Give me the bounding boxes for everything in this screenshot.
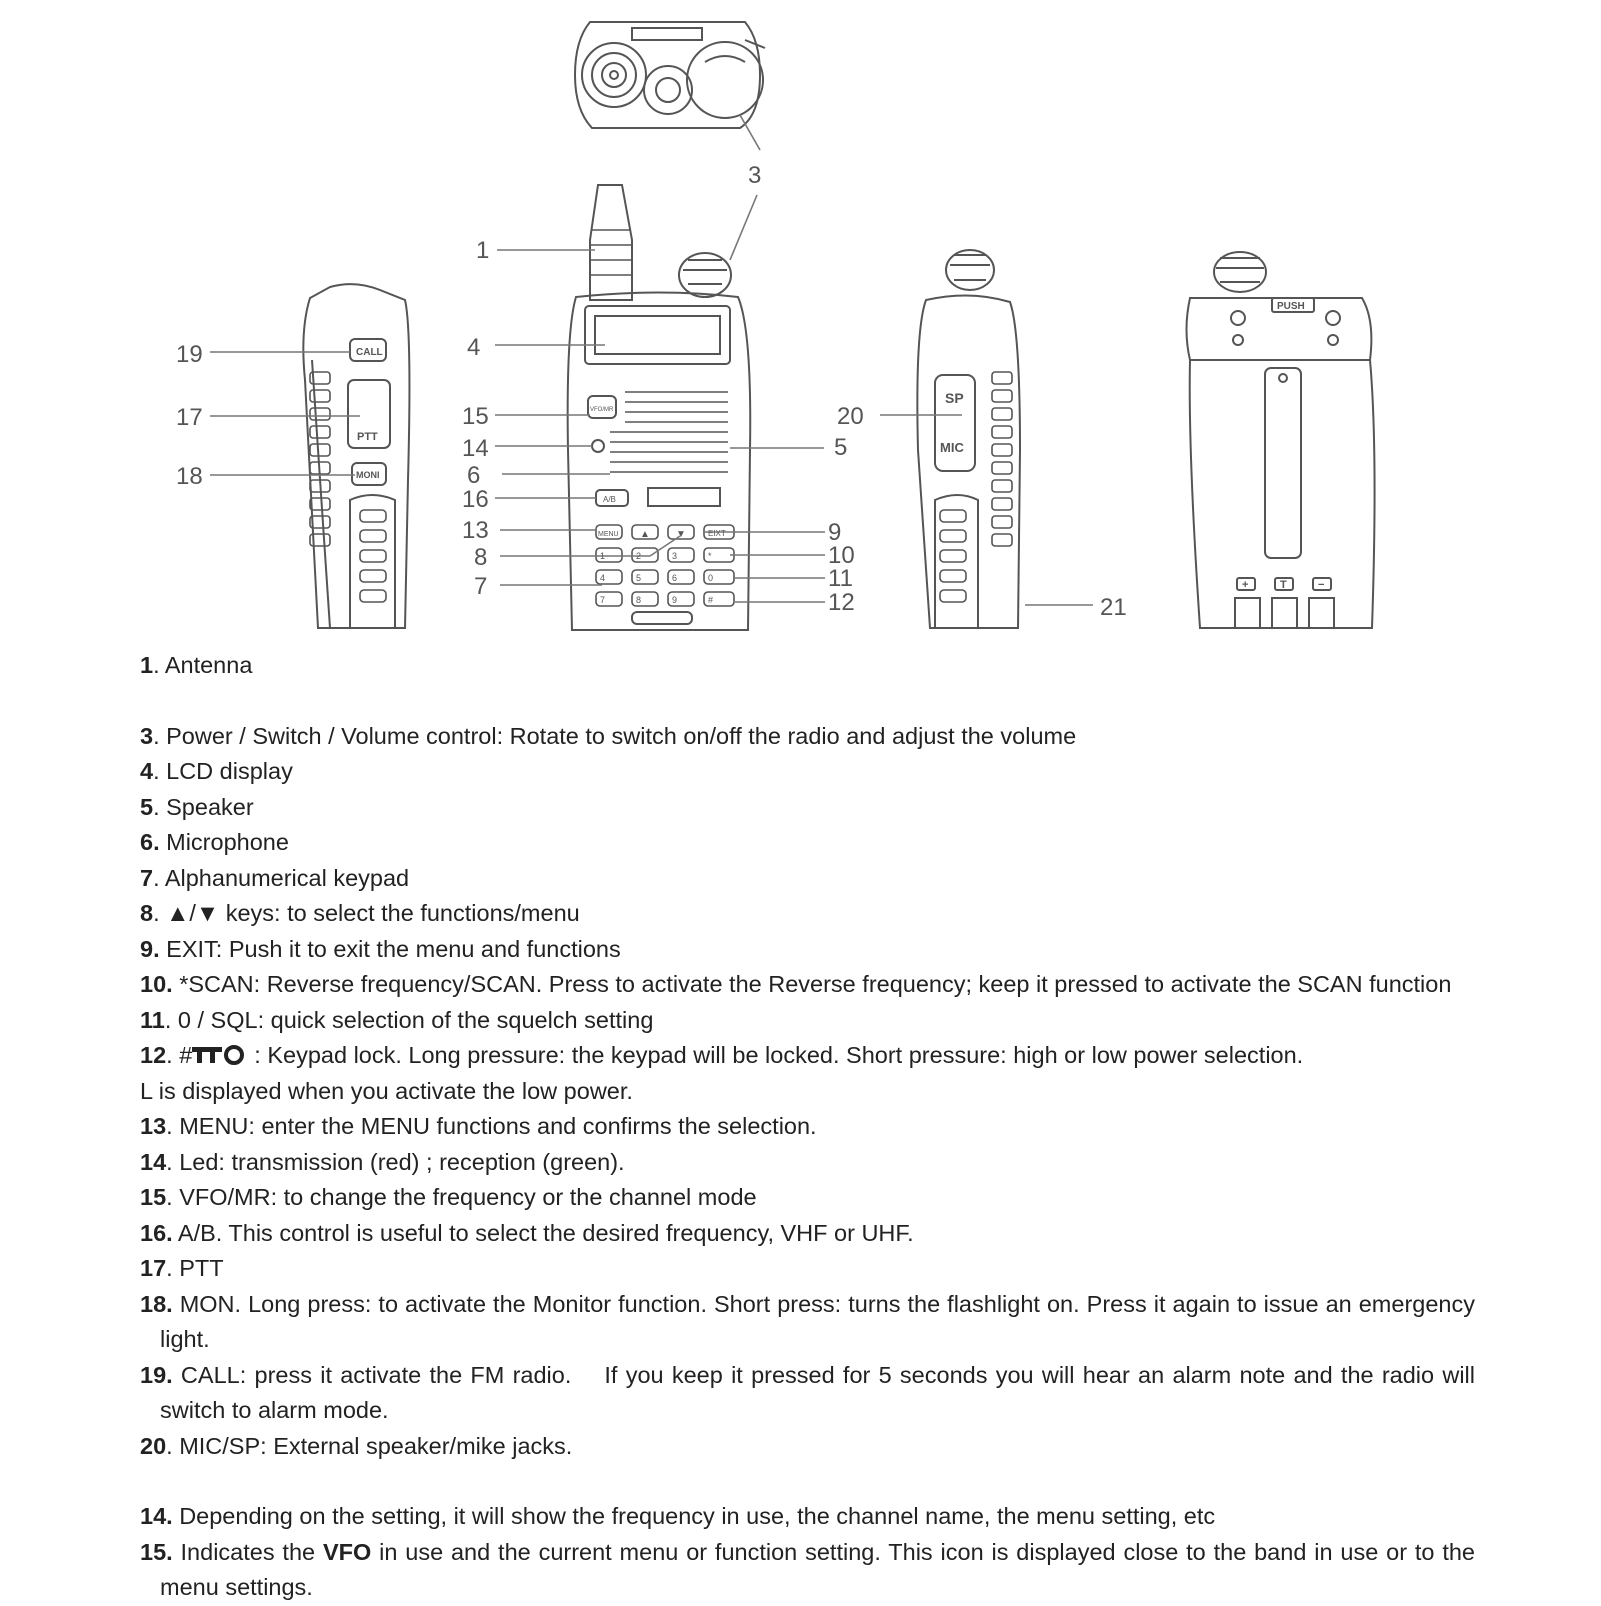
battery-terminal-label: T: [1280, 579, 1287, 591]
callout-17: 17: [176, 404, 203, 431]
legend-item: 12. # : Keypad lock. Long pressure: the keypad will be locked. Short pressure: high or low power selection.: [140, 1042, 1304, 1068]
legend-item: 5. Speaker: [140, 793, 254, 820]
down-button-label: ▼: [676, 529, 686, 540]
key-label: 0: [708, 573, 714, 583]
legend-item: 8. ▲/▼ keys: to select the functions/menu: [140, 900, 580, 926]
callout-20: 20: [837, 403, 864, 430]
callout-21: 21: [1100, 594, 1127, 621]
key-label: 8: [636, 595, 642, 605]
key-label: 3: [672, 551, 678, 561]
vfomr-button-label: VFO/MR: [590, 407, 614, 413]
legend-item: 7. Alphanumerical keypad: [140, 864, 410, 891]
key-label: 9: [672, 595, 678, 605]
ptt-button-label: PTT: [357, 431, 378, 443]
legend-item: 18. MON. Long press: to activate the Monitor function. Short press: turns the flashlight on. Press it again to issue an emergency light.: [140, 1290, 1475, 1352]
legend-item: 17. PTT: [140, 1255, 224, 1281]
ab-button-label: A/B: [603, 495, 616, 504]
exit-button-label: EIXT: [708, 529, 726, 538]
moni-button-label: MONI: [356, 470, 380, 480]
battery-terminal-label: +: [1242, 579, 1249, 591]
callout-1: 1: [476, 237, 490, 264]
key-lock-icon: [192, 1045, 246, 1065]
menu-button-label: MENU: [598, 531, 619, 538]
legend-item: 15. Indicates the VFO in use and the current menu or function setting. This icon is displayed close to the band in use or to the menu settings.: [140, 1538, 1475, 1600]
mic-jack-label: MIC: [940, 440, 964, 455]
callout-3: 3: [748, 162, 762, 189]
callout-15: 15: [462, 403, 489, 430]
call-button-label: CALL: [356, 347, 383, 358]
key-label: 2: [636, 551, 642, 561]
legend-item: 16. A/B. This control is useful to select the desired frequency, VHF or UHF.: [140, 1219, 914, 1246]
callout-11: 11: [828, 565, 853, 592]
radio-right-side-view: [917, 250, 1020, 628]
up-button-label: ▲: [640, 529, 650, 540]
battery-terminal-label: −: [1318, 579, 1325, 591]
callout-18: 18: [176, 463, 203, 490]
key-label: 1: [600, 551, 606, 561]
key-label: 6: [672, 573, 678, 583]
callout-6: 6: [467, 462, 481, 489]
key-label: 4: [600, 573, 606, 583]
callout-7: 7: [474, 573, 488, 600]
legend-item: 11. 0 / SQL: quick selection of the squelch setting: [140, 1006, 654, 1033]
legend-item: L is displayed when you activate the low power.: [140, 1077, 633, 1104]
legend-item: 6. Microphone: [140, 829, 289, 855]
callout-5: 5: [834, 434, 848, 461]
callout-13: 13: [462, 517, 489, 544]
legend-item: 1. Antenna: [140, 652, 253, 678]
legend-item: 4. LCD display: [140, 758, 293, 784]
push-label: PUSH: [1277, 301, 1305, 312]
callout-16: 16: [462, 486, 489, 513]
callout-8: 8: [474, 544, 488, 571]
callout-9: 9: [828, 519, 842, 546]
legend-item: 15. VFO/MR: to change the frequency or the channel mode: [140, 1184, 757, 1210]
legend-item: 20. MIC/SP: External speaker/mike jacks.: [140, 1432, 573, 1459]
legend-item: 19. CALL: press it activate the FM radio. If you keep it pressed for 5 seconds you will hear an alarm note and the radio will switch to alarm mode.: [140, 1361, 1482, 1423]
radio-left-side-view: [303, 284, 409, 628]
callout-10: 10: [828, 542, 855, 569]
legend-item: 10. *SCAN: Reverse frequency/SCAN. Press to activate the Reverse frequency; keep it pressed to activate the SCAN function: [140, 971, 1452, 997]
leader-lines: [210, 115, 1093, 605]
key-label: 7: [600, 595, 606, 605]
legend-item: 9. EXIT: Push it to exit the menu and functions: [140, 935, 621, 962]
callout-12: 12: [828, 589, 855, 616]
key-label: 5: [636, 573, 642, 583]
legend-item: 14. Led: transmission (red) ; reception (green).: [140, 1148, 625, 1175]
radio-top-view: [575, 22, 765, 128]
callout-4: 4: [467, 334, 481, 361]
radio-diagram: [0, 0, 1601, 650]
key-label: *: [708, 551, 712, 561]
sp-jack-label: SP: [945, 390, 964, 406]
legend-item: 13. MENU: enter the MENU functions and confirms the selection.: [140, 1113, 817, 1139]
legend-item: 14. Depending on the setting, it will show the frequency in use, the channel name, the menu setting, etc: [140, 1503, 1216, 1529]
key-label: #: [708, 595, 714, 605]
legend-list: [140, 648, 1482, 1606]
callout-19: 19: [176, 341, 203, 368]
legend-item: 3. Power / Switch / Volume control: Rotate to switch on/off the radio and adjust the volume: [140, 722, 1077, 749]
callout-14: 14: [462, 435, 489, 462]
